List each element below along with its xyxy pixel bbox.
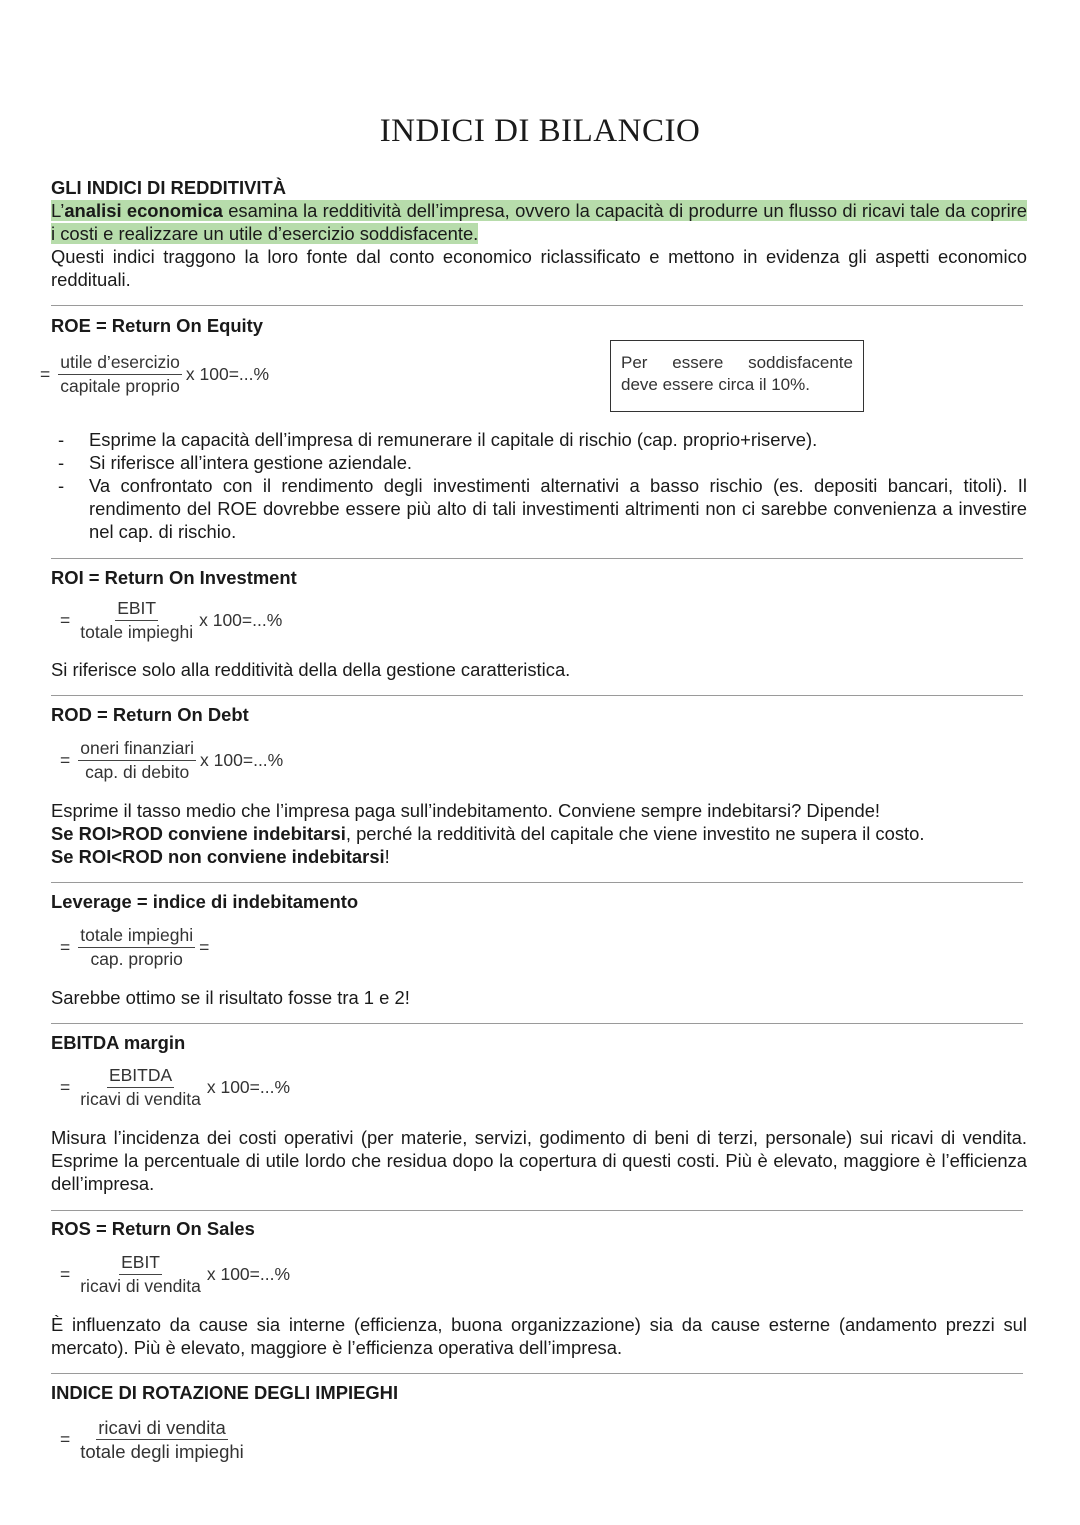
roe-multiplier: x 100=...% (185, 364, 270, 384)
roi-denominator: totale impieghi (80, 622, 194, 642)
roe-note-box (610, 340, 864, 412)
leverage-numerator: totale impieghi (78, 925, 195, 948)
intro-paragraph: Questi indici traggono la loro fonte dal conto economico riclassificato e mettono in evidenza gli aspetti economico reddituali. (51, 246, 1027, 290)
rotazione-numerator: ricavi di vendita (98, 1417, 226, 1438)
ebitda-heading: EBITDA margin (51, 1032, 186, 1053)
roi-heading: ROI = Return On Investment (51, 567, 297, 588)
ros-denominator: ricavi di vendita (80, 1276, 201, 1296)
rod-rule-not-convenient: Se ROI<ROD non conviene indebitarsi! (51, 846, 390, 867)
divider (51, 1210, 1023, 1211)
divider (51, 558, 1023, 559)
roe-numerator: utile d’esercizio (58, 352, 182, 375)
rod-heading: ROD = Return On Debt (51, 704, 249, 725)
roi-formula: = $\frac{\text{EBIT}}{\text{totale impieghi}}$ x 100=...% (60, 598, 283, 642)
roi-multiplier: x 100=...% (199, 610, 283, 630)
leverage-heading: Leverage = indice di indebitamento (51, 891, 359, 912)
leverage-denominator: cap. proprio (90, 949, 183, 969)
roi-numerator: EBIT (115, 598, 158, 621)
roe-heading: ROE = Return On Equity (51, 315, 264, 336)
rod-numerator: oneri finanziari (78, 738, 196, 761)
ros-description: È influenzato da cause sia interne (efficienza, buona organizzazione) sia da cause esterne (andamento prezzi sul mercato). Più è elevato, maggiore è l’efficienza operativa dell’impresa. (51, 1314, 1027, 1358)
leverage-equals: = (199, 937, 210, 957)
intro-highlight: L’analisi economica esamina la redditività dell’impresa, ovvero la capacità di produrre un flusso di ricavi tale da coprire i costi e realizzare un utile d’esercizio soddisfacente. (51, 200, 1028, 244)
ebitda-numerator: EBITDA (107, 1065, 174, 1088)
rod-rule-convenient: Se ROI>ROD conviene indebitarsi, perché la redditività del capitale che viene investito ne supera il costo. (51, 823, 925, 844)
ros-formula: = $\frac{\text{EBIT}}{\text{ricavi di vendita}}$ x 100=...% (60, 1252, 291, 1296)
ros-multiplier: x 100=...% (206, 1264, 291, 1284)
divider (51, 1373, 1023, 1374)
rotazione-formula: = $\frac{\text{ricavi di vendita}}{\text{totale degli impieghi}}$ (60, 1417, 244, 1462)
roe-formula: = $\frac{\text{utile d’esercizio}}{\text{capitale proprio}}$ x 100=...% (40, 352, 270, 396)
rod-description: Esprime il tasso medio che l’impresa paga sull’indebitamento. Conviene sempre indebitarsi? Dipende! (51, 800, 881, 821)
section-heading-redditivita: GLI INDICI DI REDDITIVITÀ (51, 177, 286, 198)
divider (51, 1023, 1023, 1024)
rod-multiplier: x 100=...% (200, 750, 284, 770)
divider (51, 695, 1023, 696)
ebitda-description: Misura l’incidenza dei costi operativi (per materie, servizi, godimento di beni di terzi, personale) sui ricavi di vendita. Esprime la percentuale di utile lordo che residua dopo la copertura di questi costi. Più è elevato, maggiore è l’efficienza dell’impresa. (51, 1127, 1027, 1194)
roe-note-line1: Per essere soddisfacente (621, 353, 853, 372)
list-item: - Va confrontato con il rendimento degli investimenti alternativi a basso rischio (es. depositi bancari, titoli). Il rendimento del ROE dovrebbe essere più alto di tali investimenti altrimenti non ci sarebbe convenienza a investire nel cap. di rischio. (51, 474, 1027, 543)
roi-description: Si riferisce solo alla redditività della della gestione caratteristica. (51, 659, 571, 680)
rod-denominator: cap. di debito (85, 762, 190, 782)
list-item: - Esprime la capacità dell’impresa di remunerare il capitale di rischio (cap. proprio+riserve). (51, 428, 1027, 451)
ros-numerator: EBIT (119, 1252, 162, 1275)
divider (51, 882, 1023, 883)
leverage-description: Sarebbe ottimo se il risultato fosse tra 1 e 2! (51, 987, 410, 1008)
rotazione-denominator: totale degli impieghi (80, 1441, 244, 1462)
roe-bullet-list (51, 428, 1027, 543)
rod-formula: = $\frac{\text{oneri finanziari}}{\text{cap. di debito}}$ x 100=...% (60, 738, 284, 782)
ebitda-multiplier: x 100=...% (206, 1077, 291, 1097)
ebitda-denominator: ricavi di vendita (80, 1089, 201, 1109)
rotazione-heading: INDICE DI ROTAZIONE DEGLI IMPIEGHI (51, 1382, 399, 1403)
divider (51, 305, 1023, 306)
list-item: - Si riferisce all’intera gestione aziendale. (51, 451, 1027, 474)
leverage-formula: = $\frac{\text{totale impieghi}}{\text{cap. proprio}}$ = (60, 925, 210, 969)
ros-heading: ROS = Return On Sales (51, 1218, 255, 1239)
page-title: INDICI DI BILANCIO (379, 113, 701, 149)
roe-denominator: capitale proprio (60, 376, 180, 396)
roe-note-line2: deve essere circa il 10%. (621, 375, 810, 394)
ebitda-formula: = $\frac{\text{EBITDA}}{\text{ricavi di vendita}}$ x 100=...% (60, 1065, 291, 1109)
